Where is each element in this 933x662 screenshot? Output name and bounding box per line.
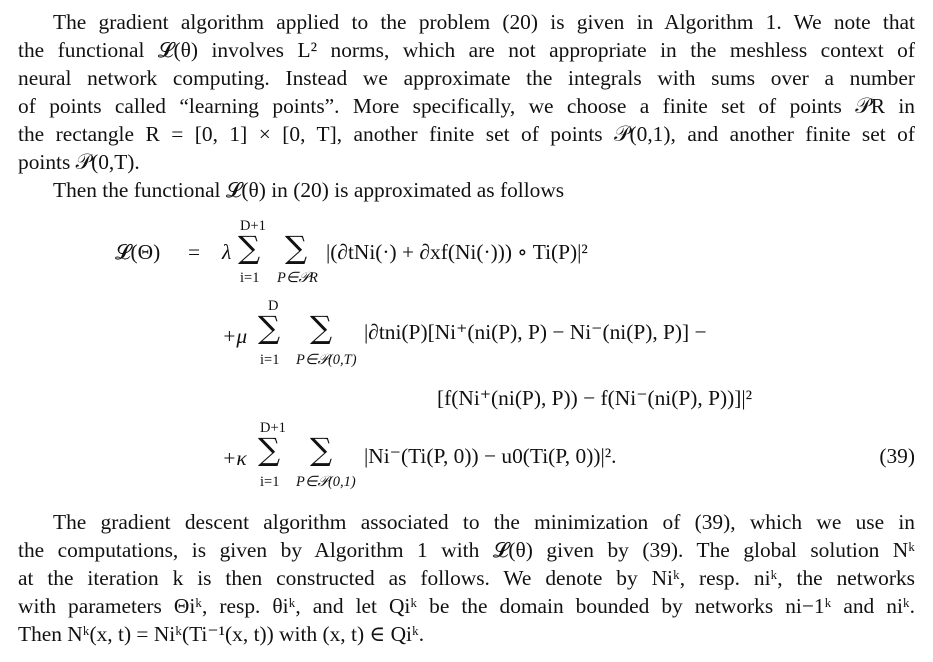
- para2-line1: The gradient descent algorithm associated to the minimization of (39), which we use in: [53, 510, 915, 534]
- eq-row4-sum1: ∑: [258, 432, 281, 468]
- eq-row2-coef: +μ: [222, 324, 248, 348]
- eq-row4-coef: +κ: [222, 446, 247, 470]
- para2-line4: with parameters Θiᵏ, resp. θiᵏ, and let Qiᵏ be the domain bounded by networks ni−1ᵏ and niᵏ.: [18, 594, 915, 618]
- eq-row1-sum1: ∑: [238, 230, 261, 266]
- eq-row4-lower1: i=1: [260, 474, 280, 490]
- eq-row2-sum2: ∑: [310, 310, 333, 346]
- eq-row2-lower2: P∈𝒫(0,T): [296, 352, 357, 368]
- equation-number: (39): [879, 444, 915, 468]
- eq-row2-sum1: ∑: [258, 310, 281, 346]
- para1-line2: the functional 𝓛(θ) involves L² norms, which are not appropriate in the meshless context of: [18, 38, 915, 62]
- para1-line3: neural network computing. Instead we approximate the integrals with sums over a number: [18, 66, 915, 90]
- eq-row1-lower2: P∈𝒫R: [277, 270, 318, 286]
- para2-line3: at the iteration k is then constructed as follows. We denote by Niᵏ, resp. niᵏ, the networks: [18, 566, 915, 590]
- para1-line1: The gradient algorithm applied to the problem (20) is given in Algorithm 1. We note that: [53, 10, 915, 34]
- para1-line6: points 𝒫(0,T).: [18, 150, 140, 174]
- eq-row2-upper: D: [268, 298, 279, 314]
- eq-row4-upper: D+1: [260, 420, 286, 436]
- eq-row2-body: |∂tni(P)[Ni⁺(ni(P), P) − Ni⁻(ni(P), P)] −: [364, 320, 707, 344]
- para2-line5: Then Nᵏ(x, t) = Niᵏ(Ti⁻¹(x, t)) with (x, t) ∈ Qiᵏ.: [18, 622, 425, 646]
- para2-line2: the computations, is given by Algorithm 1 with 𝓛(θ) given by (39). The global solution Nᵏ: [18, 538, 915, 562]
- para1-line7: Then the functional 𝓛(θ) in (20) is approximated as follows: [53, 178, 565, 202]
- eq-row3-body: [f(Ni⁺(ni(P), P)) − f(Ni⁻(ni(P), P))]|²: [437, 386, 753, 410]
- eq-row1-lower1: i=1: [240, 270, 260, 286]
- eq-equals: =: [188, 240, 201, 264]
- eq-row4-lower2: P∈𝒫(0,1): [296, 474, 356, 490]
- eq-row1-upper: D+1: [240, 218, 266, 234]
- eq-row4-sum2: ∑: [310, 432, 333, 468]
- eq-row2-lower1: i=1: [260, 352, 280, 368]
- eq-row1-body: |(∂tNi(·) + ∂xf(Ni(·))) ∘ Ti(P)|²: [326, 240, 588, 264]
- eq-row4-body: |Ni⁻(Ti(P, 0)) − u0(Ti(P, 0))|².: [364, 444, 617, 468]
- para1-line4: of points called “learning points”. More specifically, we choose a finite set of points 𝒫R in: [18, 94, 915, 118]
- para1-line5: the rectangle R = [0, 1] × [0, T], another finite set of points 𝒫(0,1), and another finite set of: [18, 122, 915, 146]
- eq-row1-sum2: ∑: [285, 230, 308, 266]
- eq-lhs: 𝓛(Θ): [115, 240, 161, 264]
- eq-row1-coef: λ: [222, 240, 232, 264]
